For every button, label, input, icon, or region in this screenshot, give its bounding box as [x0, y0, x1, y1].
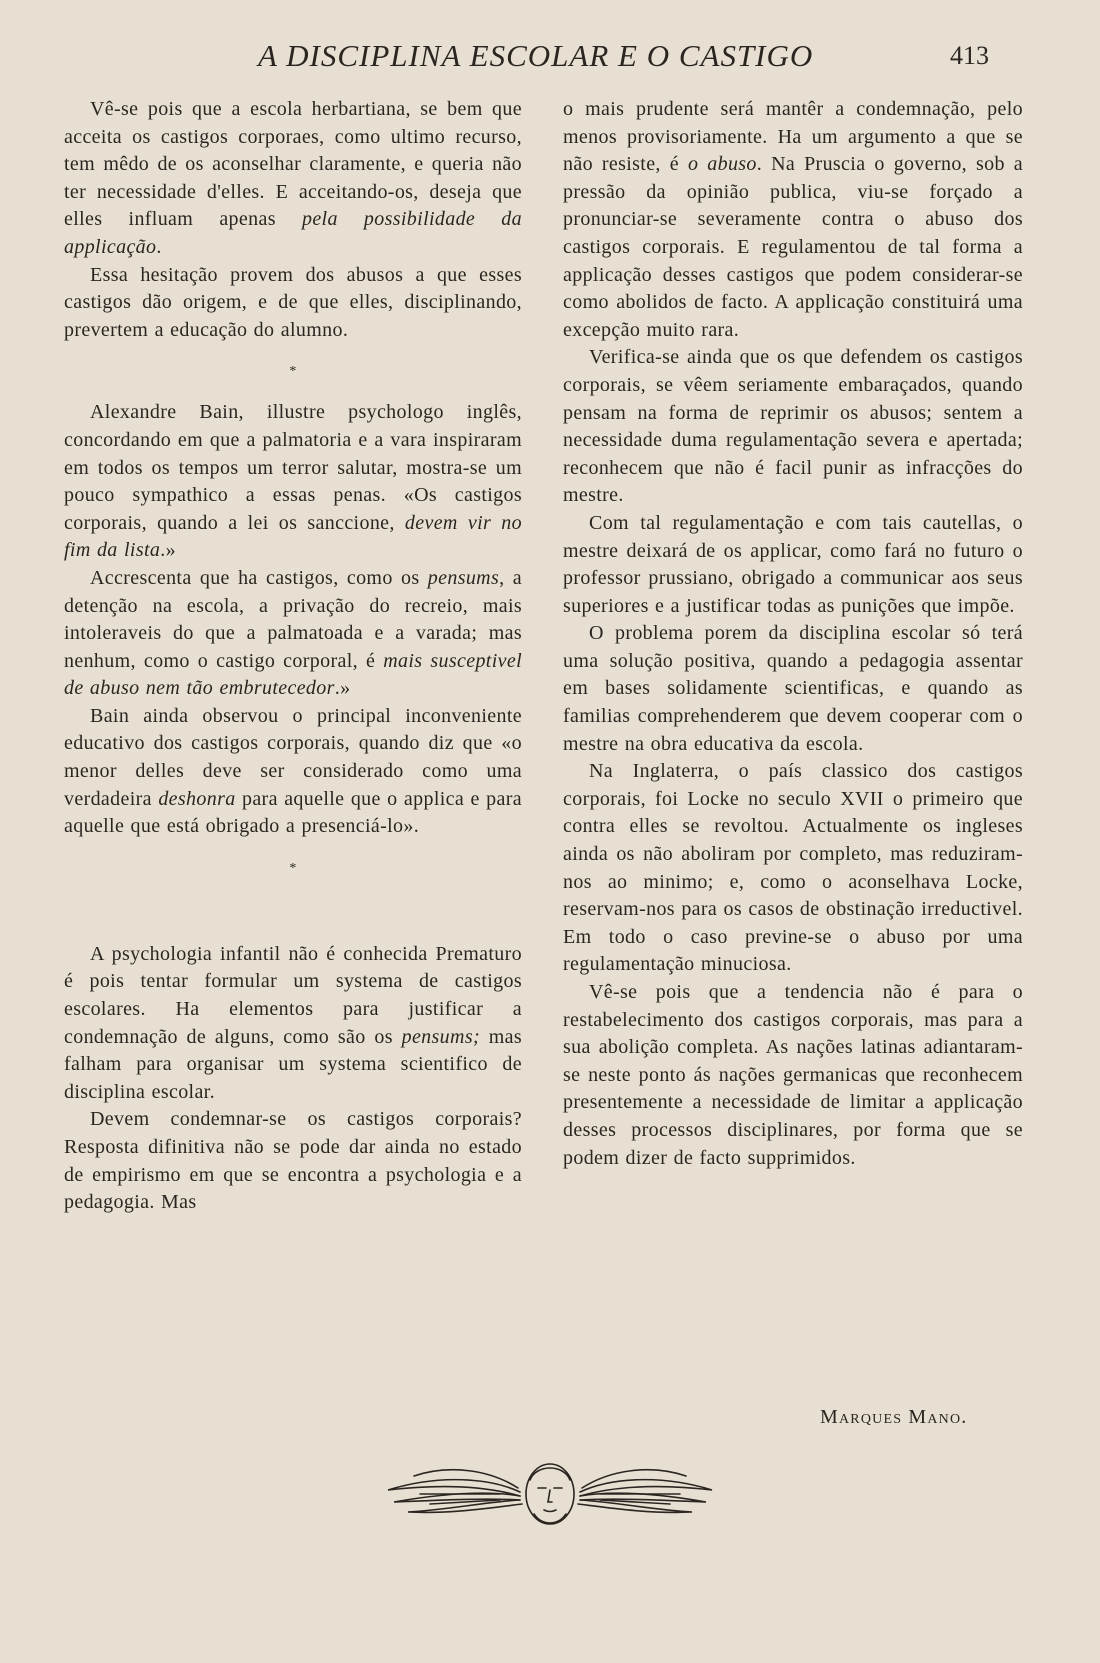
paragraph: Bain ainda observou o principal inconveniente educativo dos castigos corporais, quando diz que «o menor delles deve ser considerado como uma verdadeira deshonra para aquelle que o applica e para aquelle que está obrigado a presenciá-lo».: [64, 704, 522, 838]
running-title: A DISCIPLINA ESCOLAR E O CASTIGO: [258, 38, 814, 73]
winged-head-ornament-icon: [380, 1450, 720, 1530]
paragraph: Na Inglaterra, o país classico dos castigos corporais, foi Locke no seculo XVII o primeiro que contra elles se revoltou. Actualmente os ingleses ainda os não aboliram por completo, mas reduziram-nos ao minimo; e, como o aconselhava Locke, reservam-nos para os casos de obstinação irreductivel. Em todo o caso previne-se o abuso por uma regulamentação minuciosa.: [563, 760, 1023, 976]
paragraph: A psychologia infantil não é conhecida Prematuro é pois tentar formular um systema de castigos escolares. Ha elementos para justificar a condemnação de alguns, como são os pensums; mas falham para organisar um systema scientifico de disciplina escolar.: [64, 942, 522, 1103]
paragraph: Verifica-se ainda que os que defendem os castigos corporais, se vêem seriamente embaraçados, quando pensam na forma de reprimir os abusos; sentem a necessidade duma regulamentação severa e apertada; reconhecem que não é facil punir as infracções do mestre.: [563, 346, 1023, 507]
paragraph: Alexandre Bain, illustre psychologo inglês, concordando em que a palmatoria e a vara inspiraram em todos os tempos um terror salutar, mostra-se um pouco sympathico a essas penas. «Os castigos corporais, quando a lei os sanccione, devem vir no fim da lista.»: [64, 401, 522, 562]
paragraph: Essa hesitação provem dos abusos a que esses castigos dão origem, e de que elles, disciplinando, prevertem a educação do alumno.: [64, 263, 522, 341]
paragraph: o mais prudente será mantêr a condemnação, pelo menos provisoriamente. Ha um argumento a que se não resiste, é o abuso. Na Pruscia o governo, sob a pressão da opinião publica, viu-se forçado a pronunciar-se severamente contra o abuso dos castigos corporais. E regulamentou de tal forma a applicação desses castigos que podem considerar-se como abolidos de facto. A applicação constituirá uma excepção muito rara.: [563, 98, 1024, 341]
section-separator: *: [289, 364, 297, 380]
paragraph: Vê-se pois que a escola herbartiana, se bem que acceita os castigos corporaes, como ultimo recurso, tem mêdo de os aconselhar claramente, e queria não ter necessidade d'elles. E acceitando-os, deseja que elles influam apenas pela possibilidade da applicação.: [64, 98, 522, 258]
right-wing: [578, 1470, 712, 1513]
author-signature: Marques Mano.: [820, 1406, 968, 1428]
paragraph: Com tal regulamentação e com tais cautellas, o mestre deixará de os applicar, como fará no futuro o professor prussiano, obrigado a communicar aos seus superiores e a justificar todas as punições que impõe.: [563, 511, 1023, 617]
paragraph: O problema porem da disciplina escolar só terá uma solução positiva, quando a pedagogia assentar em bases solidamente scientificas, e quando as familias comprehenderem que devem cooperar com o mestre na obra educativa da escola.: [563, 622, 1023, 755]
left-column: [64, 96, 522, 1217]
left-wing: [388, 1470, 522, 1513]
running-head: [0, 38, 1100, 78]
paragraph: Vê-se pois que a tendencia não é para o restabelecimento dos castigos corporais, mas para a sua abolição completa. As nações latinas adiantaram-se neste ponto ás nações germanicas que reconhecem presentemente a necessidade de limitar a applicação desses processos disciplinares, por forma que se podem dizer de facto supprimidos.: [563, 981, 1023, 1169]
paragraph: Accrescenta que ha castigos, como os pensums, a detenção na escola, a privação do recreio, mais intoleraveis do que a palmatoada e a varada; mas nenhum, como o castigo corporal, é mais susceptivel de abuso nem tão embrutecedor.»: [64, 566, 522, 700]
paragraph: Devem condemnar-se os castigos corporais? Resposta difinitiva não se pode dar ainda no estado de empirismo em que se encontra a psychologia e a pedagogia. Mas: [64, 1108, 522, 1214]
face: [526, 1464, 574, 1524]
right-column: [563, 96, 1023, 1172]
section-separator: *: [289, 860, 297, 876]
page-number: 413: [950, 41, 989, 70]
